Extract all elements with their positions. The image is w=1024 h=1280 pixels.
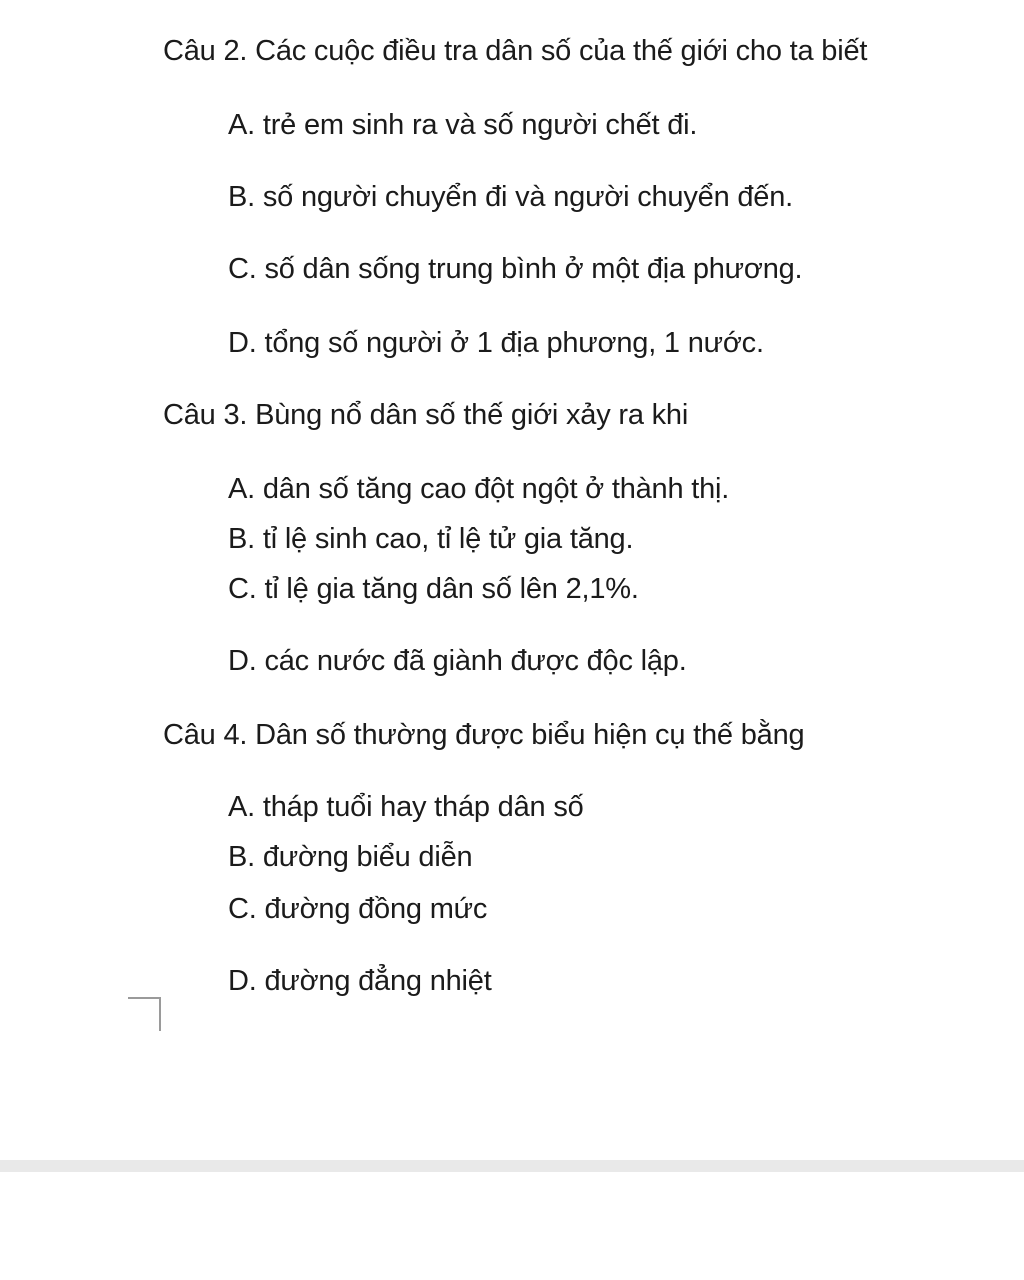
question-3-option-d: D. các nước đã giành được độc lập. [228,645,687,677]
margin-corner-mark [128,997,161,1031]
question-4-option-d: D. đường đẳng nhiệt [228,965,492,997]
question-4-option-a: A. tháp tuổi hay tháp dân số [228,791,584,823]
next-page-area [0,1172,1024,1280]
question-2-title: Câu 2. Các cuộc điều tra dân số của thế giới cho ta biết [163,35,868,67]
question-3-title: Câu 3. Bùng nổ dân số thế giới xảy ra khi [163,399,689,431]
question-2-option-c: C. số dân sống trung bình ở một địa phương. [228,253,803,285]
question-4-title: Câu 4. Dân số thường được biểu hiện cụ thế bằng [163,719,805,751]
question-2-option-a: A. trẻ em sinh ra và số người chết đi. [228,109,698,141]
question-3-option-b: B. tỉ lệ sinh cao, tỉ lệ tử gia tăng. [228,523,634,555]
question-3-option-c: C. tỉ lệ gia tăng dân số lên 2,1%. [228,573,639,605]
question-4-option-c: C. đường đồng mức [228,893,488,925]
page-break-divider [0,1160,1024,1172]
question-2-option-d: D. tổng số người ở 1 địa phương, 1 nước. [228,327,764,359]
question-2-option-b: B. số người chuyển đi và người chuyển đến. [228,181,794,213]
question-4-option-b: B. đường biểu diễn [228,841,473,873]
question-3-option-a: A. dân số tăng cao đột ngột ở thành thị. [228,473,730,505]
